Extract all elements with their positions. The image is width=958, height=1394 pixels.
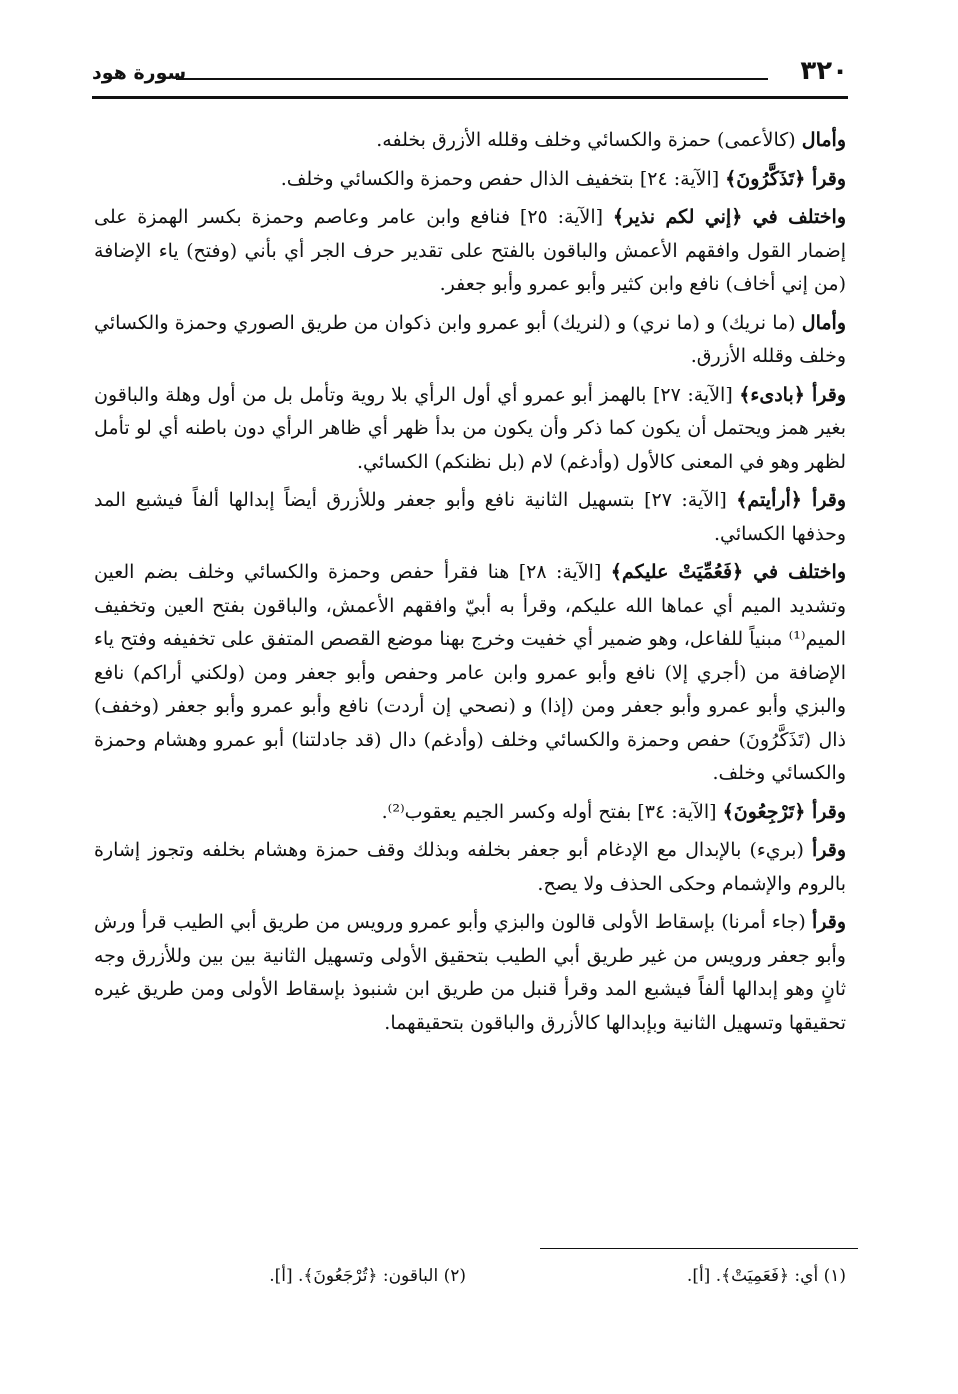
paragraph-text: (بريء) بالإبدال مع الإدغام أبو جعفر بخلفه وبذلك وقف حمزة وهشام بخلفه وتجوز إشارة بالروم والإشمام وحكى الحذف ولا يصح.	[94, 839, 846, 895]
paragraph-lead: وقرأ	[811, 839, 846, 861]
header-divider	[92, 96, 848, 99]
paragraph-lead: وقرأ	[811, 911, 846, 933]
paragraph-text: (جاء أمرنا) بإسقاط الأولى قالون والبزي وأبو عمرو ورويس من طريق أبي الطيب قرأ ورش وأبو جعفر ورويس من غير طريق أبي الطيب بتحقيق الأولى وتسهيل الثانية بين بين وللأزرق وجه ثانٍ وهو إبدالها ألفاً فيشبع المد وقرأ قنبل من طريق ابن شنبوذ بإسقاط الأولى ومن طريق غيره تحقيقها وتسهيل الثانية وبإبدالها كالأزرق والباقون بتحقيقهما.	[94, 911, 846, 1034]
paragraph-lead: وأمال	[801, 311, 846, 334]
paragraph-lead: وقرأ ﴿تَذَكَّرُونَ﴾	[725, 167, 846, 190]
surah-name: سورة هود	[92, 62, 187, 84]
paragraph	[94, 906, 846, 1040]
paragraph-text: (كالأعمى) حمزة والكسائي وخلف وقلله الأزرق بخلفه.	[376, 129, 802, 151]
paragraph-lead: وأمال	[801, 129, 846, 151]
footnote-rule	[540, 1248, 858, 1249]
paragraph-text: [الآية: ٢٨] هنا فقرأ حفص وحمزة والكسائي وخلف بضم العين وتشديد الميم أي عماها الله عليكم، وقرأ به أبيّ وافقهم الأعمش، والباقون بفتح العين وتخفيف الميم⁽¹⁾ مبنياً للفاعل، وهو ضمير أي خفيت وخرج بهنا موضع القصص المتفق على تخفيفه وفتح ياء الإضافة من (أجري إلا) نافع وأبو عمرو وابن عامر وحفص وأبو جعفر ومن (ولكني أراكم) نافع والبزي وأبو عمرو وأبو جعفر ومن (إذا) و (نصحي إن أردت) نافع وأبو عمرو وأبو جعفر (وخفف) ذال (تَذَكَّرُونَ) حفص وحمزة والكسائي وخلف (وأدغم) دال (قد جادلتنا) أبو عمرو وهشام وحمزة والكسائي وخلف.	[94, 561, 846, 784]
page-header	[92, 52, 848, 96]
paragraph-text: [الآية: ٢٧] بتسهيل الثانية نافع وأبو جعفر وللأزرق أيضاً إبدالها ألفاً فيشبع المد وحذفها الكسائي.	[94, 489, 846, 545]
paragraph-lead: واختلف في ﴿إني لكم نذير﴾	[612, 206, 847, 228]
main-text	[94, 124, 846, 1045]
footnote-1: (١) أي: ﴿فَعَمِيَتْ﴾. [أ].	[686, 1266, 846, 1286]
paragraph-text: [الآية: ٢٥] فنافع وابن عامر وعاصم وحمزة بكسر الهمزة على إضمار القول وافقهم الأعمش والباقون بالفتح على تقدير حرف الجر أي بأني (وفتح) ياء الإضافة (من إني أخاف) نافع وابن كثير وأبو عمرو وأبو جعفر.	[94, 206, 846, 295]
paragraph	[94, 796, 846, 830]
paragraph-text: [الآية: ٢٤] بتخفيف الذال حفص وحمزة والكسائي وخلف.	[280, 167, 726, 190]
footnote-2: (٢) الباقون: ﴿تُرْجَعُونَ﴾. [أ].	[269, 1266, 466, 1286]
paragraph-lead: واختلف في ﴿فَعُمِّيَتْ عليكم﴾	[610, 561, 846, 583]
paragraph-text: [الآية: ٣٤] بفتح أوله وكسر الجيم يعقوب⁽²⁾.	[381, 800, 723, 823]
paragraph-lead: وقرأ ﴿أرأيتم﴾	[736, 489, 846, 511]
footnotes	[94, 1262, 846, 1290]
paragraph	[94, 201, 846, 302]
paragraph-text: (ما نريك) و (ما نري) و (لنريك) أبو عمرو وابن ذكوان من طريق الصوري وحمزة والكسائي وخلف وقلله الأزرق.	[94, 311, 846, 367]
header-rule	[176, 78, 768, 80]
paragraph-lead: وقرأ ﴿تَرْجِعُونَ﴾	[722, 800, 846, 823]
paragraph	[94, 307, 846, 374]
paragraph	[94, 124, 846, 158]
paragraph-lead: وقرأ ﴿بادىء﴾	[739, 383, 847, 406]
paragraph	[94, 556, 846, 791]
paragraph	[94, 484, 846, 551]
paragraph-text: [الآية: ٢٧] بالهمز أبو عمرو أي أول الرأي بلا روية وتأمل بل من أول وهلة والباقون بغير همز ويحتمل أن يكون كما ذكر وأن يكون من بدأ ظهر أي ظاهر الرأي دون باطنه أي لو تأمل لظهر وهو في المعنى كالأول (وأدغم) لام (بل نظنكم) الكسائي.	[94, 383, 846, 473]
paragraph	[94, 834, 846, 901]
paragraph	[94, 379, 846, 480]
paragraph	[94, 163, 846, 197]
page-number: ٣٢٠	[800, 56, 848, 86]
